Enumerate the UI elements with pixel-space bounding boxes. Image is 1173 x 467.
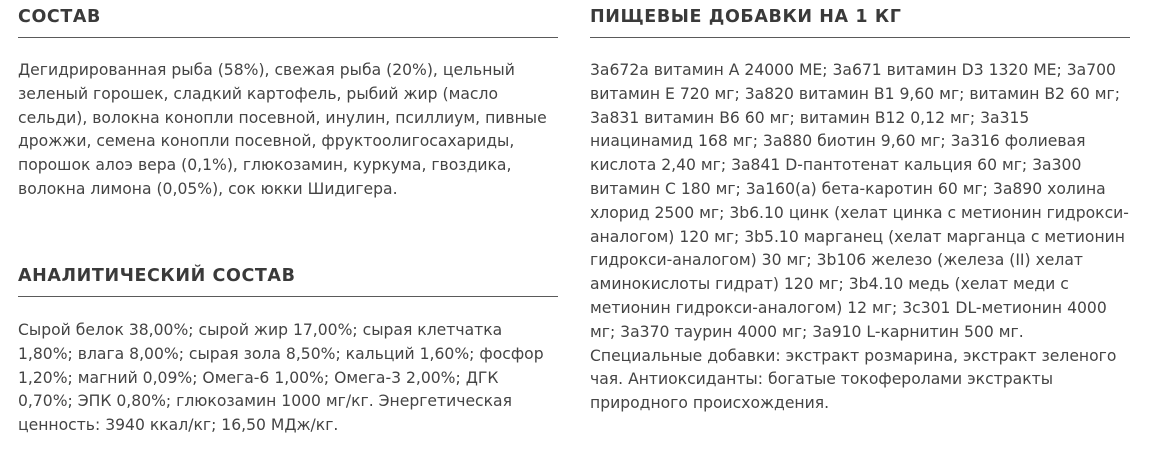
additives-text: 3a672a витамин A 24000 ME; 3a671 витамин D3 1320 ME; 3a700 витамин E 720 мг; 3a820 витамин B1 9,60 мг; витамин B2 60 мг; 3a831 витамин B6 60 мг; витамин B12 0,12 мг; 3a315 ниацинамид 168 мг; 3a880 биотин 9,60 мг; 3a316 фолиевая кислота 2,40 мг; 3a841 D-пантотенат кальция 60 мг; 3a300 витамин C 180 мг; 3a160(a) бета-каротин 60 мг; 3a890 холина хлорид 2500 мг; 3b6.10 цинк (хелат цинка с метионин гидрокси-аналогом) 120 мг; 3b5.10 марганец (хелат марганца с метионин гидрокси-аналогом) 30 мг; 3b106 железо (железа (II) хелат аминокислоты гидрат) 120 мг; 3b4.10 медь (хелат меди с метионин гидрокси-аналогом) 12 мг; 3c301 DL-метионин 4000 мг; 3a370 таурин 4000 мг; 3a910 L-карнитин 500 мг. Специальные добавки: экстракт розмарина, экстракт зеленого чая. Антиоксиданты: богатые токоферолами экстракты природного происхождения. [590, 61, 1129, 413]
composition-title: СОСТАВ [18, 6, 558, 38]
analytical-composition-text: Сырой белок 38,00%; сырой жир 17,00%; сырая клетчатка 1,80%; влага 8,00%; сырая зола 8,50%; кальций 1,60%; фосфор 1,20%; магний 0,09%; Омега-6 1,00%; Омега-3 2,00%; ДГК 0,70%; ЭПК 0,80%; глюкозамин 1000 мг/кг. Энергетическая ценность: 3940 ккал/кг; 16,50 МДж/кг. [18, 321, 544, 435]
composition-text: Дегидрированная рыба (58%), свежая рыба (20%), цельный зеленый горошек, сладкий картофель, рыбий жир (масло сельди), волокна конопли посевной, инулин, псиллиум, пивные дрожжи, семена конопли посевной, фруктоолигосахариды, порошок алоэ вера (0,1%), глюкозамин, куркума, гвоздика, волокна лимона (0,05%), сок юкки Шидигера. [18, 61, 547, 198]
additives-title: ПИЩЕВЫЕ ДОБАВКИ НА 1 КГ [590, 6, 1130, 38]
analytical-composition-title: АНАЛИТИЧЕСКИЙ СОСТАВ [18, 265, 558, 297]
